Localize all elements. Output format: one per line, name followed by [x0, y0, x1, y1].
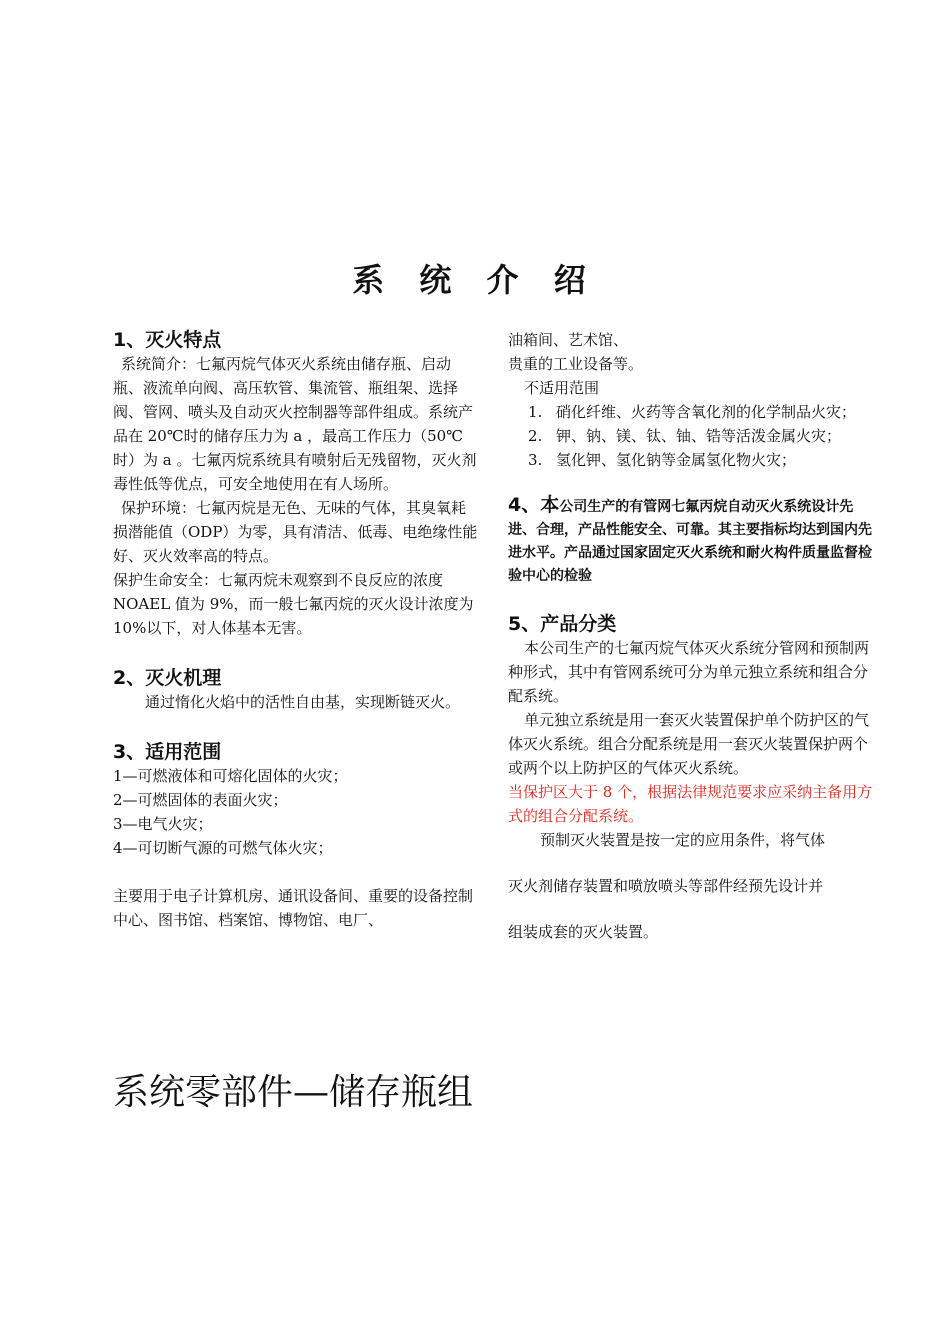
list-number: 1.	[528, 403, 543, 421]
list-item: 2—可燃固体的表面火灾；	[113, 791, 288, 809]
unit-system-paragraph: 单元独立系统是用一套灭火装置保护单个防护区的气体灭火系统。组合分配系统是用一套灭火装置保护两个或两个以上防护区的气体灭火系统。	[508, 711, 870, 777]
list-text: 钾、钠、镁、钛、铀、锆等活泼金属火灾；	[556, 427, 842, 445]
usage-paragraph: 主要用于电子计算机房、通讯设备间、重要的设备控制中心、图书馆、档案馆、博物馆、电厂、	[113, 887, 474, 929]
section-4-paragraph	[508, 494, 876, 588]
system-intro-paragraph: 系统简介：七氟丙烷气体灭火系统由储存瓶、启动瓶、液流单向阀、高压软管、集流管、瓶组架、选择阀、管网、喷头及自动灭火控制器等部件组成。系统产品在 20℃时的储存压力为 a ，最高工作压力（50℃时）为 a 。七氟丙烷系统具有喷射后无残留物，灭火剂毒性低等优点，可安全地使用在有人场所。	[113, 355, 477, 493]
list-number: 2.	[528, 427, 543, 445]
warning-text: 当保护区大于 8 个，根据法律规范要求应采纳主备用方式的组合分配系统。	[508, 783, 873, 825]
list-item	[508, 448, 876, 472]
prefab-paragraph-line-3: 组装成套的灭火装置。	[508, 923, 659, 941]
list-number: 3.	[528, 451, 543, 469]
safety-paragraph: 保护生命安全：七氟丙烷未观察到不良反应的浓度 NOAEL 值为 9%，而一般七氟丙烷的灭火设计浓度为 10%以下，对人体基本无害。	[113, 571, 474, 637]
usage-continued-1: 油箱间、艺术馆、	[508, 331, 629, 349]
environment-paragraph: 保护环境：七氟丙烷是无色、无味的气体，其臭氧耗损潜能值（ODP）为零，具有清洁、低毒、电绝缘性能好、灭火效率高的特点。	[113, 499, 478, 565]
left-column	[113, 328, 479, 932]
page-title: 系 统 介 绍	[352, 261, 598, 299]
prefab-paragraph-line-2: 灭火剂储存装置和喷放喷头等部件经预先设计并	[508, 877, 824, 895]
list-item: 4—可切断气源的可燃气体火灾；	[113, 839, 333, 857]
section-1-heading: 1、灭火特点	[113, 329, 222, 351]
list-item	[508, 424, 876, 448]
list-text: 氢化钾、氢化钠等金属氢化物火灾；	[556, 451, 797, 469]
list-text: 硝化纤维、火药等含氧化剂的化学制品火灾；	[556, 403, 857, 421]
not-applicable-heading: 不适用范围	[524, 379, 600, 397]
section-4-text: 公司生产的有管网七氟丙烷自动灭火系统设计先进、合理，产品性能安全、可靠。其主要指标均达到国内先进水平。产品通过国家固定灭火系统和耐火构件质量监督检验中心的检验	[508, 499, 872, 584]
product-types-paragraph: 本公司生产的七氟丙烷气体灭火系统分管网和预制两种形式，其中有管网系统可分为单元独立系统和组合分配系统。	[508, 639, 870, 705]
prefab-paragraph-line-1: 预制灭火装置是按一定的应用条件，将气体	[540, 831, 826, 849]
not-applicable-list	[508, 400, 876, 472]
scope-list	[113, 764, 479, 860]
components-heading: 系统零部件—储存瓶组	[113, 1072, 474, 1113]
list-item: 3—电气火灾；	[113, 815, 213, 833]
section-5-heading: 5、产品分类	[508, 613, 617, 635]
list-item	[508, 400, 876, 424]
mechanism-paragraph: 通过惰化火焰中的活性自由基，实现断链灭火。	[145, 693, 461, 711]
list-item: 1—可燃液体和可熔化固体的火灾；	[113, 767, 348, 785]
section-3-heading: 3、适用范围	[113, 741, 222, 763]
usage-continued-2: 贵重的工业设备等。	[508, 355, 644, 373]
right-column	[508, 328, 876, 944]
section-4-number: 4、本	[508, 494, 560, 516]
section-2-heading: 2、灭火机理	[113, 667, 222, 689]
